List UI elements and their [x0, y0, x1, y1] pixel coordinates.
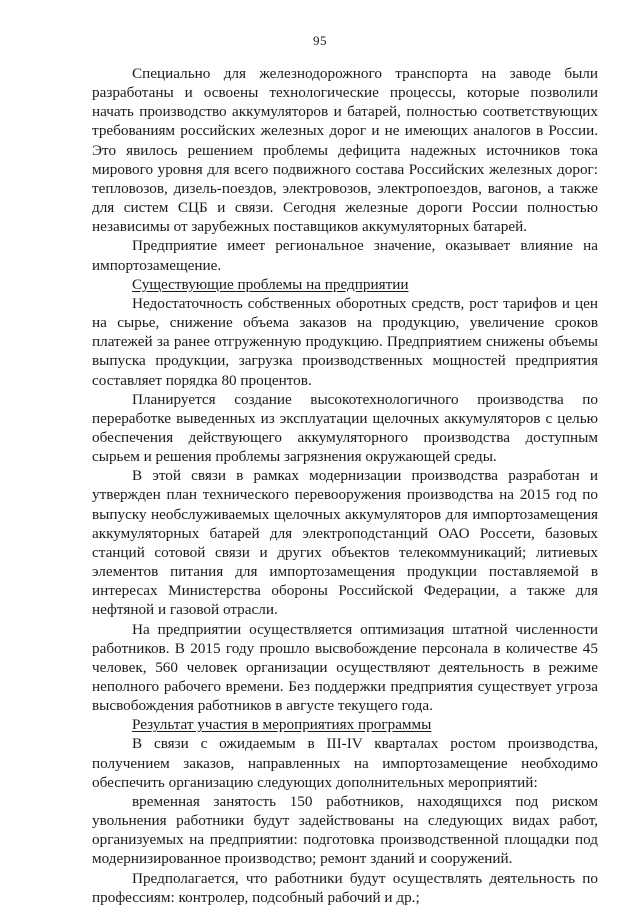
- section-heading-problems-text: Существующие проблемы на предприятии: [132, 275, 409, 293]
- section-heading-results-text: Результат участия в мероприятиях программы: [132, 716, 432, 734]
- paragraph-professions: Предполагается, что работники будут осуществлять деятельность по профессиям: контролер, подсобный рабочий и др.;: [92, 869, 598, 906]
- paragraph-recycling-plan: Планируется создание высокотехнологичного производства по переработке выведенных из эксплуатации щелочных аккумуляторов с целью обеспечения действующего аккумуляторного производства доступным сырьем и решения проблемы загрязнения окружающей среды.: [92, 390, 598, 466]
- paragraph-temporary-employment: временная занятость 150 работников, находящихся под риском увольнения работники будут задействованы на следующих видах работ, организуемых на предприятии: подготовка производственной площадки под модернизированное производство; ремонт зданий и сооружений.: [92, 792, 598, 868]
- paragraph-additional-measures: В связи с ожидаемым в III-IV кварталах ростом производства, получением заказов, направленных на импортозамещение необходимо обеспечить организацию следующих дополнительных мероприятий:: [92, 735, 598, 791]
- section-heading-problems: [92, 275, 598, 294]
- section-heading-results: [92, 715, 598, 734]
- paragraph-staff-optimization: На предприятии осуществляется оптимизация штатной численности работников. В 2015 году прошло высвобождение персонала в количестве 45 человек, 560 человек организации осуществляют деятельность в режиме неполного рабочего времени. Без поддержки предприятия существует угроза высвобождения работников в августе текущего года.: [92, 620, 598, 715]
- page-number: 95: [313, 33, 327, 48]
- page-body: [92, 64, 598, 907]
- paragraph-regional-significance: Предприятие имеет региональное значение, оказывает влияние на импортозамещение.: [92, 237, 598, 274]
- paragraph-railway-production: Специально для железнодорожного транспорта на заводе были разработаны и освоены технологические процессы, которые позволили начать производство аккумуляторов и батарей, полностью соответствующих требованиям российских железных дорог и не имеющих аналогов в России. Это явилось решением проблемы дефицита надежных источников тока мирового уровня для всего подвижного состава Российских железных дорог: тепловозов, дизель-поездов, электровозов, электропоездов, вагонов, а также для систем СЦБ и связи. Сегодня железные дороги России полностью независимы от зарубежных поставщиков аккумуляторных батарей.: [92, 65, 598, 236]
- paragraph-modernization-plan: В этой связи в рамках модернизации производства разработан и утвержден план технического перевооружения производства на 2015 год по выпуску необслуживаемых щелочных аккумуляторов для импортозамещения аккумуляторных батарей для электроподстанций ОАО Россети, базовых станций сотовой связи и других объектов телекоммуникаций; литиевых элементов питания для импортозамещения продукции поставляемой в интересах Министерства обороны Российской Федерации, а также для нефтяной и газовой отрасли.: [92, 467, 598, 619]
- paragraph-financial-problems: Недостаточность собственных оборотных средств, рост тарифов и цен на сырье, снижение объема заказов на продукцию, увеличение сроков платежей за ранее отгруженную продукцию. Предприятием снижены объемы выпуска продукции, загрузка производственных мощностей предприятия составляет порядка 80 процентов.: [92, 294, 598, 389]
